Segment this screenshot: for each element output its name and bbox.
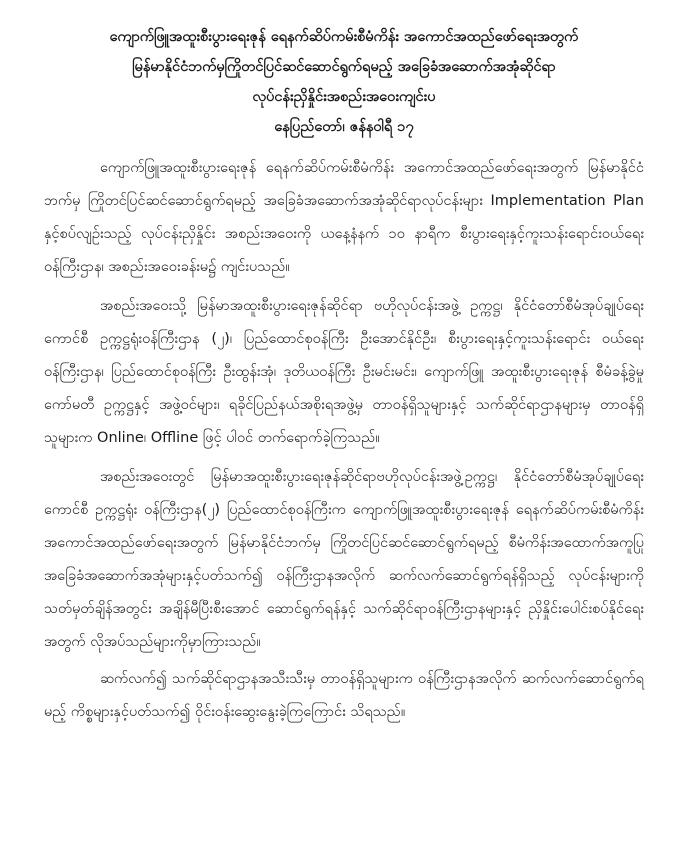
article-paragraph-1: ကျောက်ဖြူအထူးစီးပွားရေးဇုန် ရေနက်ဆိပ်ကမ်းစီမံကိန်း အကောင်အထည်ဖော်ရေးအတွက် မြန်မာနိုင်ငံဘက်မှ ကြိုတင်ပြင်ဆင်ဆောင်ရွက်ရမည့် အခြေခံအဆောက်အအုံဆိုင်ရာလုပ်ငန်းများ Implementation Plan နှင့်စပ်လျဉ်းသည့် လုပ်ငန်းညှိနှိုင်း အစည်းအဝေးကို ယနေ့နံနက် ၁၀ နာရီက စီးပွားရေးနှင့်ကူးသန်းရောင်းဝယ်ရေးဝန်ကြီးဌာန၊ အစည်းအဝေးခန်းမ၌ ကျင်းပသည်။	[44, 160, 644, 275]
headline-line-2: မြန်မာနိုင်ငံဘက်မှကြိုတင်ပြင်ဆင်ဆောင်ရွက်ရမည့် အခြေခံအဆောက်အအုံဆိုင်ရာ	[132, 59, 556, 75]
article-paragraph-2: အစည်းအဝေးသို့ မြန်မာအထူးစီးပွားရေးဇုန်ဆိုင်ရာ ဗဟိုလုပ်ငန်းအဖွဲ့ ဥက္ကဋ္ဌ၊ နိုင်ငံတော်စီမံအုပ်ချုပ်ရေးကောင်စီ ဥက္ကဋ္ဌရုံးဝန်ကြီးဌာန (၂)၊ ပြည်ထောင်စုဝန်ကြီး ဦးအောင်နိုင်ဦး၊ စီးပွားရေးနှင့်ကူးသန်းရောင်း ဝယ်ရေးဝန်ကြီးဌာန၊ ပြည်ထောင်စုဝန်ကြီး ဦးထွန်းအုံ၊ ဒုတိယဝန်ကြီး ဦးမင်းမင်း၊ ကျောက်ဖြူ အထူးစီးပွားရေးဇုန် စီမံခန့်ခွဲမှုကော်မတီ ဥက္ကဋ္ဌနှင့် အဖွဲ့ဝင်များ၊ ရခိုင်ပြည်နယ်အစိုးရအဖွဲ့မှ တာဝန်ရှိသူများနှင့် သက်ဆိုင်ရာဌာနများမှ တာဝန်ရှိသူများက Online၊ Offline ဖြင့် ပါဝင် တက်ရောက်ခဲ့ကြသည်။	[44, 298, 644, 446]
article-header	[44, 22, 644, 142]
article-paragraph-4: ဆက်လက်၍ သက်ဆိုင်ရာဌာနအသီးသီးမှ တာဝန်ရှိသူများက ဝန်ကြီးဌာနအလိုက် ဆက်လက်ဆောင်ရွက်ရမည့် ကိစ္စများနှင့်ပတ်သက်၍ ဝိုင်းဝန်းဆွေးနွေးခဲ့ကြကြောင်း သိရသည်။	[44, 671, 644, 720]
dateline: နေပြည်တော်၊ ဇန်နဝါရီ ၁၇	[274, 119, 414, 135]
article-paragraph-3: အစည်းအဝေးတွင် မြန်မာအထူးစီးပွားရေးဇုန်ဆိုင်ရာဗဟိုလုပ်ငန်းအဖွဲ့ဥက္ကဋ္ဌ၊ နိုင်ငံတော်စီမံအုပ်ချုပ်ရေးကောင်စီ ဥက္ကဋ္ဌရုံး ဝန်ကြီးဌာန(၂) ပြည်ထောင်စုဝန်ကြီးက ကျောက်ဖြူအထူးစီးပွားရေးဇုန် ရေနက်ဆိပ်ကမ်းစီမံကိန်း အကောင်အထည်ဖော်ရေးအတွက် မြန်မာနိုင်ငံဘက်မှ ကြိုတင်ပြင်ဆင်ဆောင်ရွက်ရမည့် စီမံကိန်းအထောက်အကူပြု အခြေခံအဆောက်အအုံများနှင့်ပတ်သက်၍ ဝန်ကြီးဌာနအလိုက် ဆက်လက်ဆောင်ရွက်ရန်ရှိသည့် လုပ်ငန်းများကို သတ်မှတ်ချိန်အတွင်း အချိန်မီပြီးစီးအောင် ဆောင်ရွက်ရန်နှင့် သက်ဆိုင်ရာဝန်ကြီးဌာနများနှင့် ညှိနှိုင်းပေါင်းစပ်နိုင်ရေးအတွက် လိုအပ်သည်များကိုမှာကြားသည်။	[44, 469, 644, 650]
headline-line-3: လုပ်ငန်းညှိနှိုင်းအစည်းအဝေးကျင်းပ	[252, 89, 436, 105]
headline-line-1: ကျောက်ဖြူအထူးစီးပွားရေးဇုန် ရေနက်ဆိပ်ကမ်းစီမံကိန်း အကောင်အထည်ဖော်ရေးအတွက်	[109, 29, 579, 45]
